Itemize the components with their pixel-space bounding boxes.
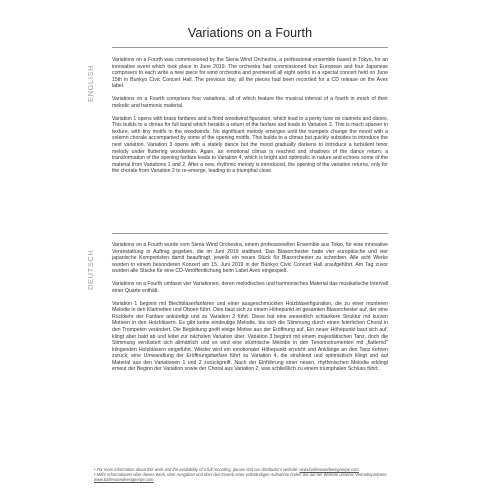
footnote-english-bullet: • (94, 467, 97, 472)
footnote-deutsch (94, 472, 410, 482)
footnote-english-text: For more information about this work and the availability of a full recording, please visit our distributor's website: (96, 467, 300, 472)
document-title: Variations on a Fourth (187, 26, 313, 40)
footnote-english-link[interactable]: www.baileswandeesignerpe.com (299, 467, 359, 472)
english-paragraph-3: Variation 1 opens with brass fanfares and a florid woodwind figuration, which lead to a perky tune on clarinets and oboes. This builds to a climax for full band which heralds a return of the fanfare and leads to Variation 2. This is much sparser in texture, with tiny motifs in the woodwinds. No significant melody emerges until the trumpets change the mood with a solemn chorale accompanied by some of the opening motifs. This builds to a climax but quickly subsides to introduce the next variation. Variation 3 opens with a stately dance but the mood gradually darkens to introduce a turbulent tenor melody under fluttering woodwinds. Again, an emotional climax is reached and shadows of the dance return; a transformation of the opening fanfare leads to Variation 4, which is bright and optimistic in nature and echoes some of the material from Variations 1 and 2. After a new, rhythmic melody is introduced, the opening of the variation returns, only for the chorale from Variation 2 to re-emerge, leading to a triumphal close. (112, 115, 388, 175)
deutsch-paragraph-2: Variations on a Fourth umfasst vier Variationen, deren melodisches und harmonisches Material das musikalische Intervall einer Quarte enthält. (112, 281, 388, 294)
footnote-deutsch-link[interactable]: www.baileswandeesignerpe.com (94, 477, 154, 482)
language-label-deutsch: DEUTSCH (86, 249, 95, 290)
footnote-deutsch-bullet: • (94, 472, 97, 477)
deutsch-paragraph-1: Variations on a Fourth wurde vom Siena Wind Orchestra, einem professionellen Ensemble aus Tokio, für eine innovative Veranstaltung in Auftrag gegeben, die im Juni 2019 stattfand. Das Blasorchester hatte vier europäische und vier japanische Komponisten damit beauftragt, jeweils ein neues Stück für Blasorchester zu schreiben. Alle acht Werke wurden in einem besonderen Konzert am 15. Juni 2019 in der Bunkyo Civic Concert Hall uraufgeführt. Am Tag zuvor wurden alle Stücke für eine CD-Veröffentlichung beim Label Avex eingespielt. (112, 242, 388, 275)
deutsch-paragraph-3: Variation 1 beginnt mit Blechbläserfanfaren und einer ausgeschmückten Holzbläserfiguration, die zu einer munteren Melodie in den Klarinetten und Oboen führt. Dies baut sich zu einem Höhepunkt im gesamten Blasorchester auf, der eine Rückkehr der Fanfare ankündigt und zu Variation 2 führt. Diese hat eine wesentlich schlankere Struktur mit kurzen Motiven in den Holzbläsern. Es gibt keine eindeutige Melodie, bis sich die Stimmung durch einen feierlichen Choral in den Trompeten verändert. Die Begleitung greift einige Motive aus der Eröffnung auf. Ein neuer Höhepunkt baut sich auf, klingt aber bald ab und leitet zur nächsten Variation über. Variation 3 beginnt mit einem majestätischen Tanz, doch die Stimmung verdüstert sich allmählich und es wird eine stürmische Melodie in den Tenorinstrumenten mit „flatternd" klingenden Holzbläsern eingeführt. Wieder wird ein emotionaler Höhepunkt erreicht und Anklänge an den Tanz kehren zurück; eine Umwandlung der Eröffnungsfanfare führt zu Variation 4, die strahlend und optimistisch klingt und auf Material aus den Variationen 1 und 2 zurückgreift. Nach der Einführung einer neuen, rhythmischen Melodie erklingt erneut der Beginn der Variation sowie der Choral aus Variation 2, was schließlich zu einem triumphalen Schluss führt. (112, 300, 388, 373)
footnote-deutsch-text: Mehr Informationen über dieses Werk, über Ausgaben und über den Erwerb einer vollständigen Aufnahme finden Sie auf der Website unseres Vertriebspartners: (96, 472, 388, 477)
english-paragraph-2: Variations on a Fourth comprises four variations, all of which feature the musical interval of a fourth in much of their melodic and harmonic material. (112, 96, 388, 109)
footnotes (94, 467, 410, 482)
deutsch-section (112, 242, 388, 373)
top-divider (112, 47, 388, 48)
language-label-english: ENGLISH (86, 64, 95, 102)
english-section (112, 57, 388, 175)
english-paragraph-1: Variations on a Fourth was commissioned by the Siena Wind Orchestra, a professional ensemble based in Tokyo, for an innovative event which took place in June 2019. The orchestra had commissioned four European and four Japanese composers to each write a new piece for wind orchestra and premiered all eight works in a special concert held on June 15th in Bunkyo Civic Concert Hall. The previous day, all the pieces had been recorded for a CD release on the Avex label. (112, 57, 388, 90)
middle-divider (112, 233, 388, 234)
